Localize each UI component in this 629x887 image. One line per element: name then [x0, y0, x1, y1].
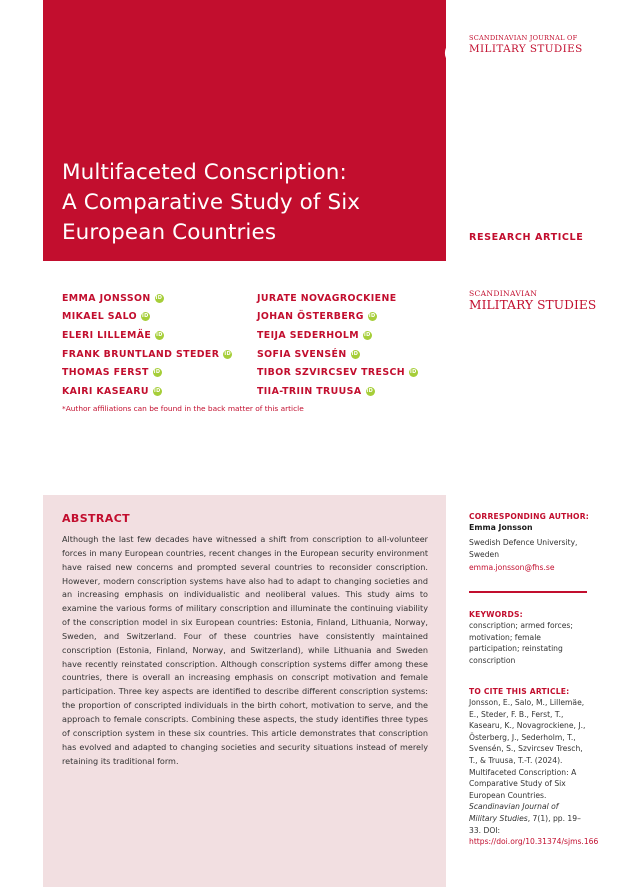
title-line-2: A Comparative Study of Six: [62, 190, 361, 215]
corresponding-email-link[interactable]: emma.jonsson@fhs.se: [469, 563, 555, 573]
author-name: KAIRI KASEARU: [62, 385, 149, 397]
author-item[interactable]: [62, 308, 232, 327]
author-name: ELERI LILLEMÄE: [62, 329, 152, 341]
author-item[interactable]: [62, 345, 232, 364]
corresponding-author-block: [469, 511, 589, 574]
author-column-1: [62, 289, 232, 401]
author-name: SOFIA SVENSÉN: [257, 348, 347, 360]
author-name: FRANK BRUNTLAND STEDER: [62, 348, 220, 360]
orcid-icon[interactable]: [155, 331, 164, 340]
author-name: EMMA JONSSON: [62, 292, 151, 304]
citation-volume: , 7(1), pp. 19–33. DOI:: [469, 813, 581, 835]
citation-doi-link[interactable]: https://doi.org/10.31374/sjms.166: [469, 837, 599, 847]
article-type-label: RESEARCH ARTICLE: [469, 232, 584, 243]
author-item[interactable]: [257, 363, 418, 382]
orcid-icon[interactable]: [223, 350, 232, 359]
journal-logo-side: [469, 289, 596, 312]
orcid-icon[interactable]: [155, 294, 164, 303]
corresponding-institution: Swedish Defence University, Sweden: [469, 538, 578, 559]
author-name: TIIA-TRIIN TRUUSA: [257, 385, 362, 397]
article-title: [62, 158, 422, 248]
orcid-icon[interactable]: [141, 312, 150, 321]
author-name: MIKAEL SALO: [62, 311, 137, 323]
orcid-icon[interactable]: [363, 331, 372, 340]
corresponding-name: Emma Jonsson: [469, 523, 533, 532]
keywords-text: conscription; armed forces; motivation; female participation; reinstating conscription: [469, 621, 573, 665]
author-item[interactable]: [257, 345, 418, 364]
author-name: JURATE NOVAGROCKIENE: [257, 292, 397, 304]
affiliation-note: *Author affiliations can be found in the back matter of this article: [62, 404, 304, 413]
citation-authors: Jonsson, E., Salo, M., Lillemäe, E., Steder, F. B., Ferst, T., Kasearu, K., Novagrockiene, J., Österberg, J., Sederholm, T., Svensén, S., Szvircsev Tresch, T., & Truusa, T.-T. (2024). Multifaceted Conscription: A Comparative Study of Six European Countries.: [469, 698, 586, 800]
title-line-3: European Countries: [62, 220, 277, 245]
abstract-text: Although the last few decades have witnessed a shift from conscription to all-volunteer forces in many European countries, recent changes in the European security environment have raised new concerns and prompted several countries to reconsider conscription. However, modern conscription systems have also had to adapt to changing societies and an increasing emphasis on individualistic and neoliberal values. This study aims to examine the various forms of military conscription and illuminate the continuing viability of the conscription model in six European countries: Estonia, Finland, Lithuania, Norway, Sweden, and Switzerland. Four of these countries have consistently maintained conscription (Estonia, Finland, Norway, and Switzerland), while Lithuania and Sweden have recently reinstated conscription. Although conscription systems differ among these countries, there is overall an increasing emphasis on conscript motivation and female participation. Three key aspects are identified to describe different conscription systems: the proportion of conscripted individuals in the birth cohort, motivation to serve, and the approach to female conscripts. Combining these aspects, the study identifies three types of conscription system in these six countries. This article demonstrates that conscription has evolved and adapted to changing societies and security situations instead of merely retaining its traditional form.: [62, 534, 428, 766]
author-item[interactable]: [62, 289, 232, 308]
citation-block: [469, 686, 599, 848]
orcid-icon[interactable]: [366, 387, 375, 396]
journal-logo-small: SCANDINAVIAN: [469, 289, 538, 298]
author-item[interactable]: [257, 289, 418, 308]
journal-logo-top: [469, 34, 583, 55]
keywords-label: KEYWORDS:: [469, 610, 523, 619]
orcid-icon[interactable]: [409, 368, 418, 377]
author-column-2: [257, 289, 418, 401]
sidebar-divider: [469, 591, 587, 593]
citation-label: TO CITE THIS ARTICLE:: [469, 687, 570, 696]
author-item[interactable]: [257, 308, 418, 327]
journal-name-big: MILITARY STUDIES: [469, 43, 583, 55]
author-name: TEIJA SEDERHOLM: [257, 329, 359, 341]
author-item[interactable]: [257, 382, 418, 401]
orcid-icon[interactable]: [153, 368, 162, 377]
orcid-icon[interactable]: [153, 387, 162, 396]
orcid-icon[interactable]: [351, 350, 360, 359]
title-banner: [43, 0, 446, 261]
author-item[interactable]: [257, 326, 418, 345]
abstract-heading: ABSTRACT: [62, 512, 131, 525]
orcid-icon[interactable]: [368, 312, 377, 321]
corresponding-label: CORRESPONDING AUTHOR:: [469, 512, 590, 521]
title-line-1: Multifaceted Conscription:: [62, 160, 347, 185]
author-name: JOHAN ÖSTERBERG: [257, 311, 364, 323]
author-item[interactable]: [62, 326, 232, 345]
journal-logo-big: MILITARY STUDIES: [469, 298, 597, 312]
author-item[interactable]: [62, 363, 232, 382]
author-item[interactable]: [62, 382, 232, 401]
citation-journal: Scandinavian Journal of Military Studies: [469, 802, 559, 823]
author-name: TIBOR SZVIRCSEV TRESCH: [257, 367, 406, 379]
keywords-block: [469, 609, 589, 666]
author-name: THOMAS FERST: [62, 367, 149, 379]
citation-text: [469, 697, 599, 848]
journal-name-small: SCANDINAVIAN JOURNAL OF: [469, 34, 578, 42]
abstract-section: [43, 495, 446, 887]
